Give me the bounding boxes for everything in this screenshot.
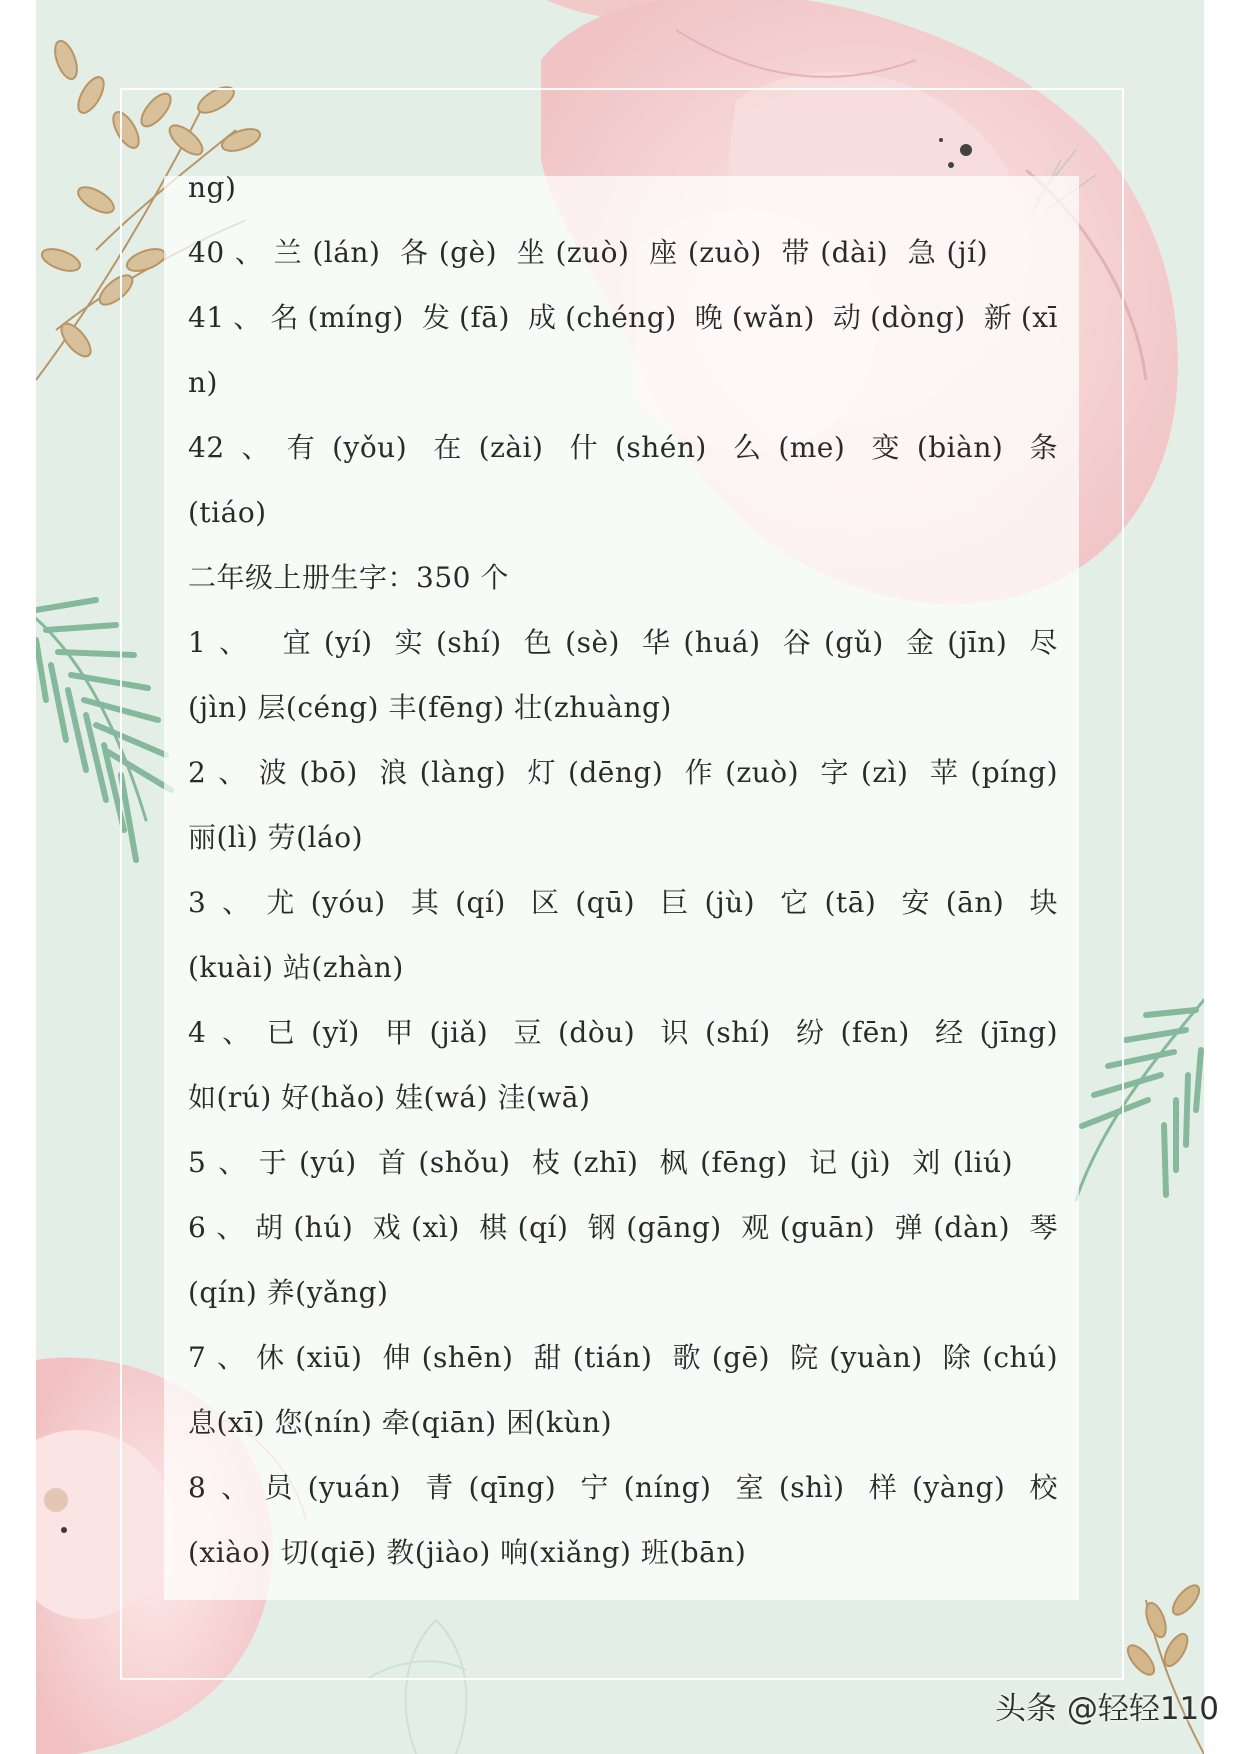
text-line: 如(rú) 好(hǎo) 娃(wá) 洼(wā) [188,1081,591,1114]
text-line: 8、员(yuán) 青(qīng) 宁(níng) 室(shì) 样(yàng) 校 [188,1471,1058,1504]
text-line: (xiào) 切(qiē) 教(jiào) 响(xiǎng) 班(bān) [188,1536,747,1569]
text-line: 2、波(bō) 浪(làng) 灯(dēng) 作(zuò) 字(zì) 苹(píng) [188,756,1058,789]
text-line: 3、尤(yóu) 其(qí) 区(qū) 巨(jù) 它(tā) 安(ān) 块 [188,886,1058,919]
text-line: 40、兰(lán) 各(gè) 坐(zuò) 座(zuò) 带(dài) 急(jí) [188,236,988,269]
text-line: (kuài) 站(zhàn) [188,951,404,984]
watermark-label: 头条 @轻轻110 [994,1691,1219,1727]
text-line: 6、胡(hú) 戏(xì) 棋(qí) 钢(gāng) 观(guān) 弹(dàn) 琴 [188,1211,1058,1244]
text-line: 5、于(yú) 首(shǒu) 枝(zhī) 枫(fēng) 记(jì) 刘(liú) [188,1146,1013,1179]
text-line: n) [188,366,218,399]
text-line: 1、 宜(yí) 实(shí) 色(sè) 华(huá) 谷(gǔ) 金(jīn) 尽 [188,626,1058,659]
text-line: 41、名(míng) 发(fā) 成(chéng) 晚(wǎn) 动(dòng) 新(xī [188,301,1058,334]
text-body [188,155,1058,1585]
twig-bottom-right [1123,1581,1204,1754]
text-line: (tiáo) [188,496,267,529]
text-line: 息(xī) 您(nín) 牵(qiān) 困(kùn) [188,1406,612,1439]
section-heading: 二年级上册生字：350 个 [188,561,509,594]
text-line: 7、休(xiū) 伸(shēn) 甜(tián) 歌(gē) 院(yuàn) 除(chú) [188,1341,1058,1374]
text-line: (qín) 养(yǎng) [188,1276,389,1309]
text-line: 丽(lì) 劳(láo) [188,821,364,854]
text-line: 42、有(yǒu) 在(zài) 什(shén) 么(me) 变(biàn) 条 [188,431,1058,464]
text-line: 4、已(yǐ) 甲(jiǎ) 豆(dòu) 识(shí) 纷(fēn) 经(jīng) [188,1016,1058,1049]
text-line: ng) [188,171,237,204]
text-line: (jìn) 层(céng) 丰(fēng) 壮(zhuàng) [188,691,672,724]
